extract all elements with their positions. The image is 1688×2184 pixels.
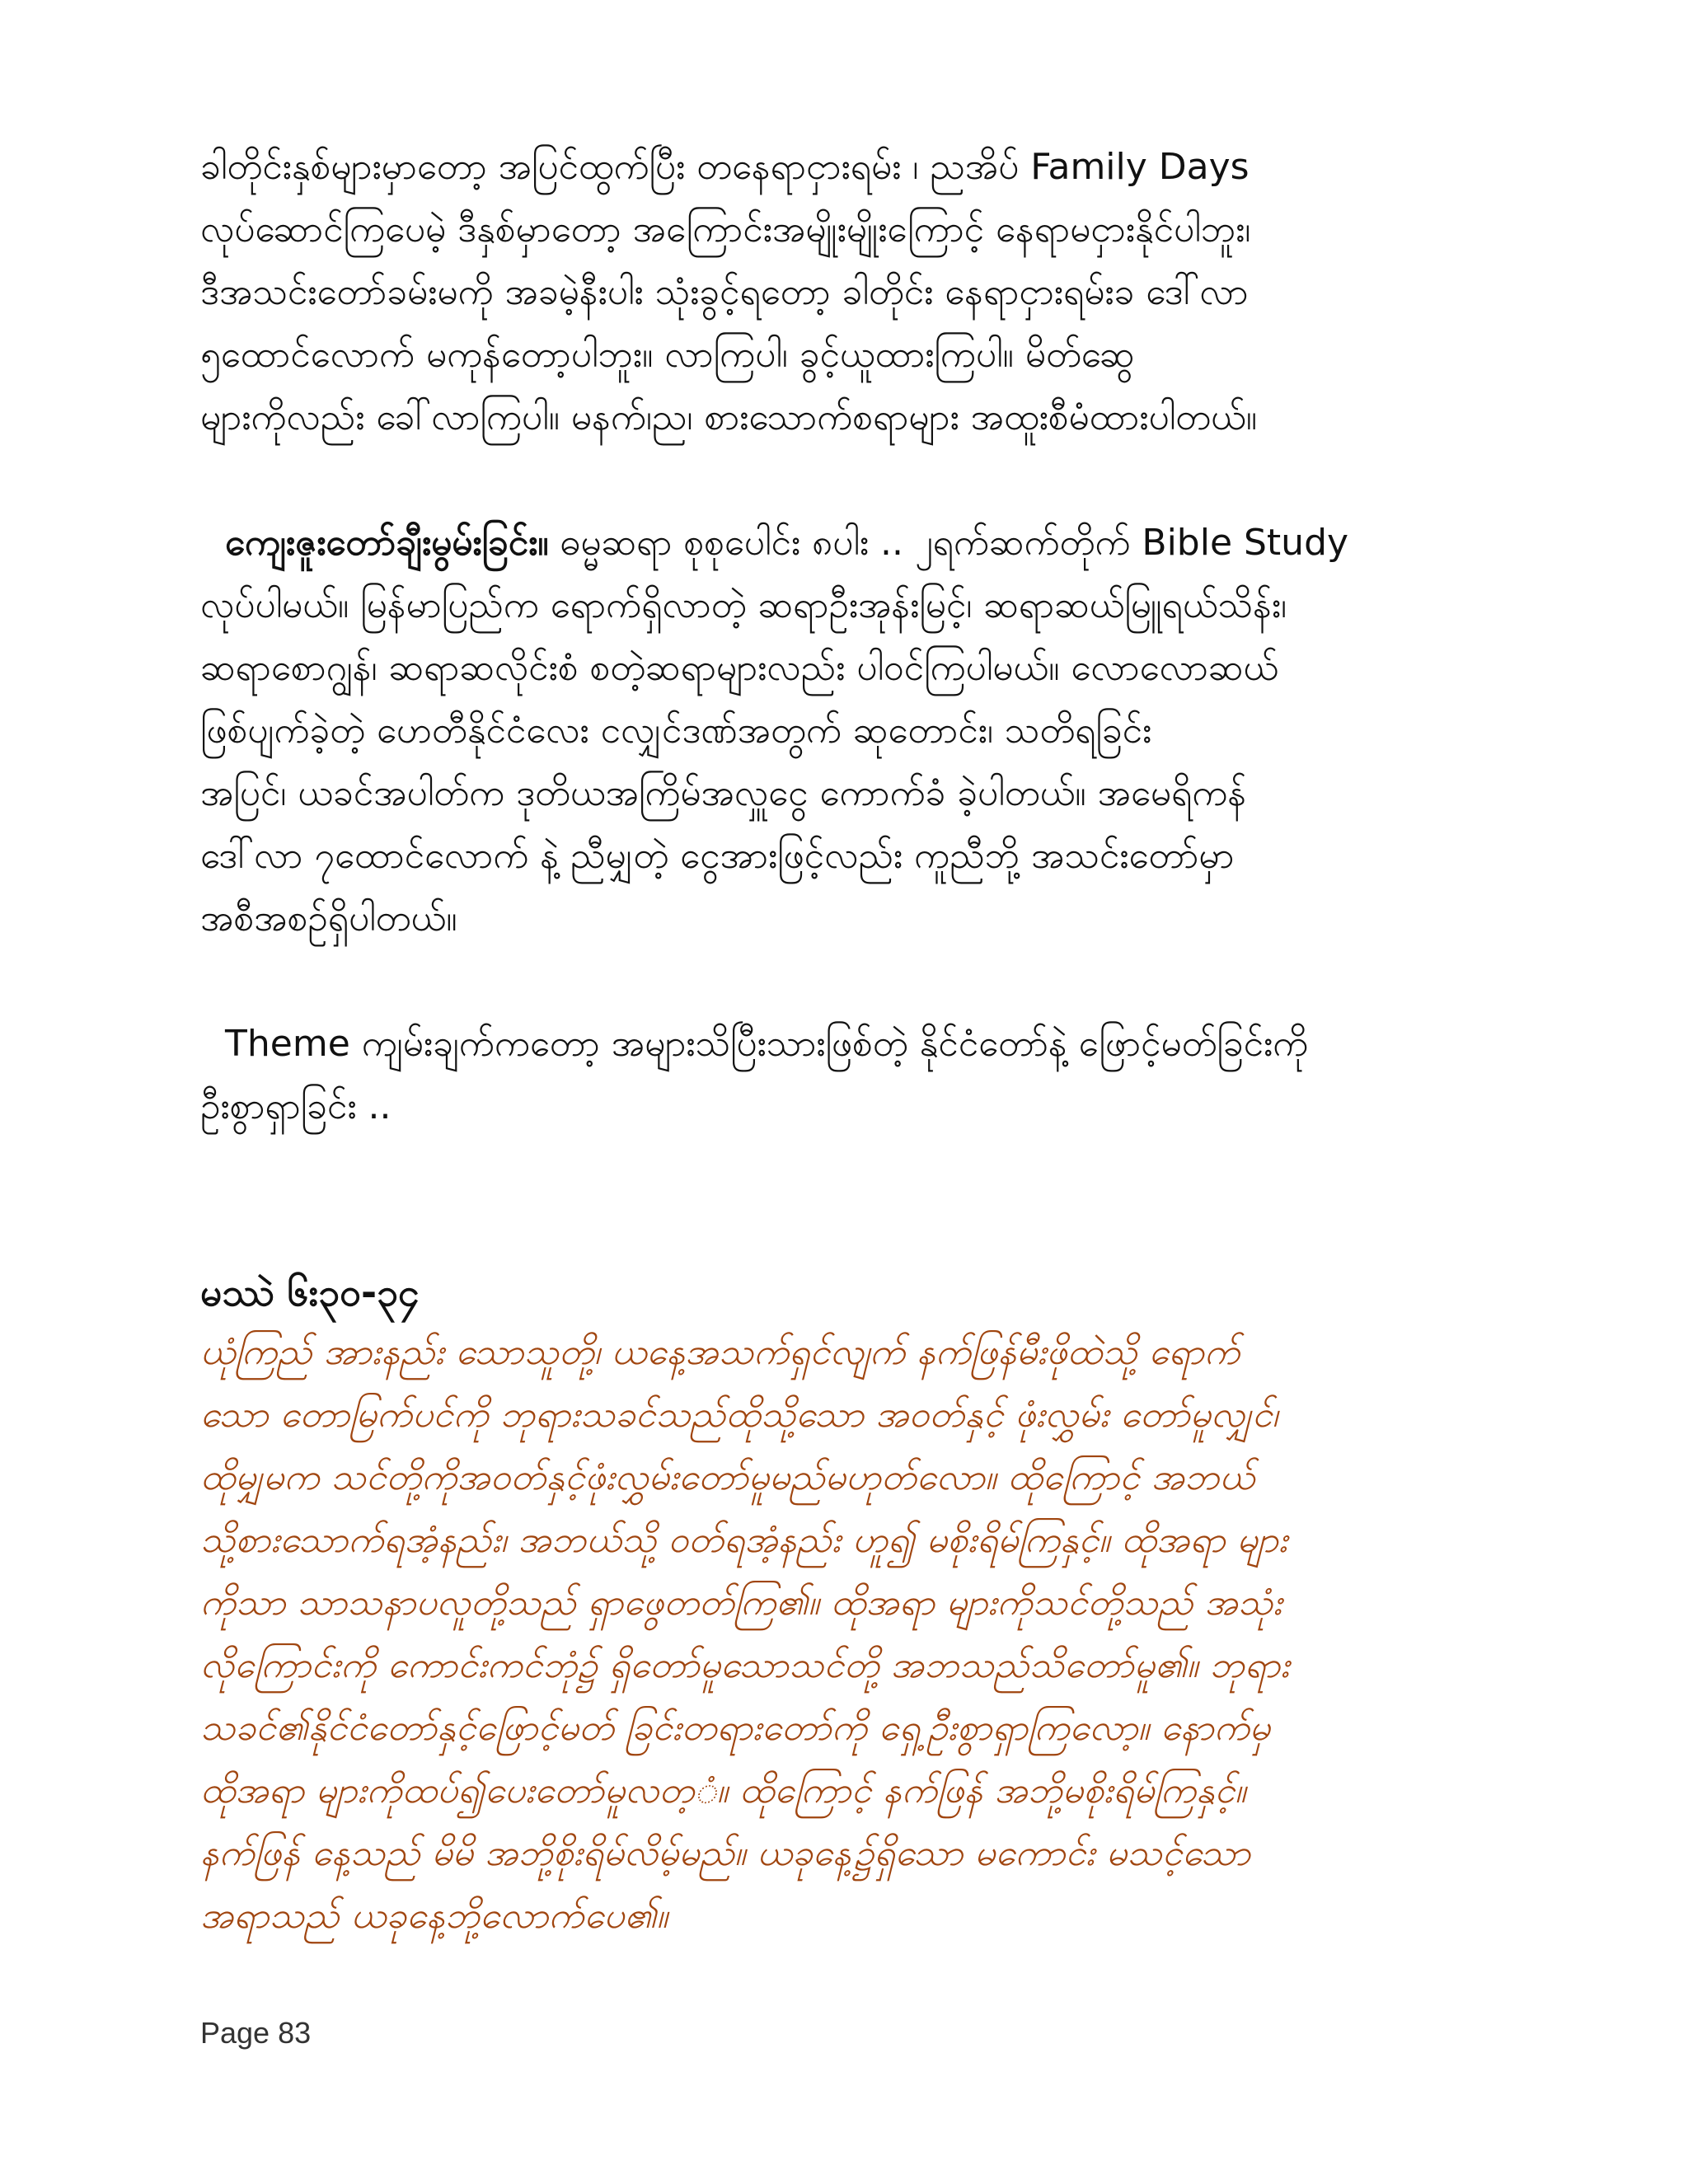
scripture-line: လိုကြောင်းကို ကောင်းကင်ဘုံ၌ ရှိတော်မူသောသင်တို့ အဘသည်သိတော်မူ၏။ ဘုရား <box>200 1644 1290 1686</box>
text-line: များကိုလည်း ခေါ်လာကြပါ။ မနက်၊ည၊ စားသောက်စရာများ အထူးစီမံထားပါတယ်။ <box>200 396 1258 438</box>
section-spacer <box>200 1138 1486 1263</box>
page-number: Page 83 <box>200 2016 312 2050</box>
paragraph-theme <box>200 1013 1486 1138</box>
text-line: ဦးစွာရှာခြင်း .. <box>200 1085 392 1127</box>
page-content <box>200 136 1486 1947</box>
scripture-line: နက်ဖြန် နေ့သည် မိမိ အဘို့စိုးရိမ်လိမ့်မည်။ ယခုနေ့၌ရှိသော မကောင်း မသင့်သော <box>200 1832 1251 1874</box>
text-line: ၅ထောင်လောက် မကုန်တော့ပါဘူး။ လာကြပါ၊ ခွင့်ယူထားကြပါ။ မိတ်ဆွေ <box>200 334 1135 376</box>
text-line-continuation: ဓမ္မဆရာ စုစုပေါင်း ၈ပါး .. ၂ရက်ဆက်တိုက် Bible Study <box>548 522 1349 564</box>
scripture-line: သော တောမြက်ပင်ကို ဘုရားသခင်သည်ထိုသို့သော အ၀တ်နှင့် ဖုံးလွှမ်း တော်မူလျှင်၊ <box>200 1394 1278 1436</box>
scripture-line: ကိုသာ သာသနာပလူတို့သည် ရှာဖွေတတ်ကြ၏။ ထိုအရာ များကိုသင်တို့သည် အသုံး <box>200 1582 1282 1624</box>
scripture-line: ထိုအရာ များကိုထပ်၍ပေးတော်မူလတ့ံ။ ထိုကြောင့် နက်ဖြန် အဘို့မစိုးရိမ်ကြနှင့်။ <box>200 1769 1246 1811</box>
text-line: ဒေါ်လာ ၇ထောင်လောက် နဲ့ ညီမျှတဲ့ ငွေအားဖြင့်လည်း ကူညီဘို့ အသင်းတော်မှာ <box>200 835 1235 877</box>
text-line: အပြင်၊ ယခင်အပါတ်က ဒုတိယအကြိမ်အလှူငွေ ကောက်ခံ ခဲ့ပါတယ်။ အမေရိကန် <box>200 772 1247 814</box>
scripture-line: ထိုမျှမက သင်တို့ကိုအ၀တ်နှင့်ဖုံးလွှမ်းတော်မူမည်မဟုတ်လော။ ထိုကြောင့် အဘယ် <box>200 1456 1255 1498</box>
scripture-line: သခင်၏နိုင်ငံတော်နှင့်ဖြောင့်မတ် ခြင်းတရားတော်ကို ရှေ့ဦးစွာရှာကြလော့။ နောက်မှ <box>200 1707 1271 1749</box>
text-line: ဒီအသင်းတော်ခမ်းမကို အခမဲ့နီးပါး သုံးခွင့်ရတော့ ခါတိုင်း နေရာငှားရမ်းခ ဒေါ်လာ <box>200 271 1249 313</box>
paragraph-family-days <box>200 136 1486 449</box>
paragraph-bible-study <box>200 512 1486 950</box>
text-line: Theme ကျမ်းချက်ကတော့ အများသိပြီးသားဖြစ်တဲ့ နိုင်ငံတော်နဲ့ ဖြောင့်မတ်ခြင်းကို <box>225 1023 1309 1065</box>
scripture-passage <box>200 1321 1486 1947</box>
paragraph-spacer <box>200 950 1486 1013</box>
scripture-line: အရာသည် ယခုနေ့ဘို့လောက်ပေ၏။ <box>200 1895 668 1937</box>
text-line: အစီအစဉ်ရှိပါတယ်။ <box>200 898 457 940</box>
text-line: လုပ်ဆောင်ကြပေမဲ့ ဒီနှစ်မှာတော့ အကြောင်းအမျိုးမျိုးကြောင့် နေရာမငှားနိုင်ပါဘူး၊ <box>200 209 1251 251</box>
paragraph-lead-heading: ကျေးဇူးတော်ချီးမွမ်းခြင်း။ <box>225 522 549 564</box>
scripture-reference: မဿဲ ၆း၃၀-၃၄ <box>200 1270 420 1315</box>
text-line: ဖြစ်ပျက်ခဲ့တဲ့ ဟေတီနိုင်ငံလေး ငလျှင်ဒဏ်အတွက် ဆုတောင်း၊ သတိရခြင်း <box>200 710 1152 752</box>
text-line-first <box>200 512 1486 574</box>
paragraph-spacer <box>200 449 1486 512</box>
text-line: လုပ်ပါမယ်။ မြန်မာပြည်က ရောက်ရှိလာတဲ့ ဆရာဦးအုန်းမြင့်၊ ဆရာဆယ်မြူရယ်သိန်း၊ <box>200 584 1287 626</box>
text-line: ခါတိုင်းနှစ်များမှာတော့ အပြင်ထွက်ပြီး တနေရာငှားရမ်း ၊ ညအိပ် Family Days <box>200 146 1250 188</box>
scripture-line: ယုံကြည် အားနည်း သောသူတို့၊ ယနေ့အသက်ရှင်လျက် နက်ဖြန်မီးဖိုထဲသို့ ရောက် <box>200 1331 1240 1373</box>
scripture-line: သို့စားသောက်ရအံ့နည်း၊ အဘယ်သို့ ၀တ်ရအံ့နည်း ဟူ၍ မစိုးရိမ်ကြနှင့်။ ထိုအရာ များ <box>200 1519 1288 1561</box>
text-line: ဆရာစောဂျွန်၊ ဆရာဆလိုင်းစံ စတဲ့ဆရာများလည်း ပါ၀င်ကြပါမယ်။ လောလောဆယ် <box>200 647 1279 689</box>
